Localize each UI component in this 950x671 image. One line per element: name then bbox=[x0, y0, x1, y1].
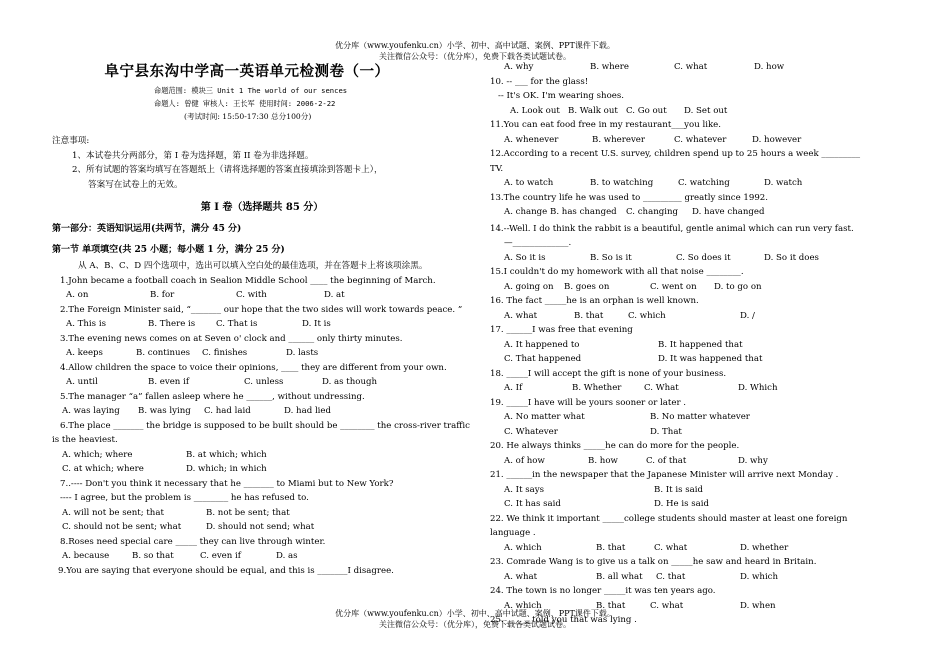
option: B. for bbox=[150, 290, 175, 300]
question-22 bbox=[490, 512, 870, 556]
option: C. had laid bbox=[204, 406, 251, 416]
options-row bbox=[490, 541, 870, 556]
question-text-2: ---- I agree, but the problem is ________ he has refused to. bbox=[60, 493, 309, 503]
options-row bbox=[52, 448, 472, 463]
options-row bbox=[52, 506, 472, 521]
option: D. which bbox=[740, 571, 779, 582]
option: A. will not be sent; that bbox=[62, 507, 164, 518]
meta-scope: 命题范围: 模块三 Unit 1 The world of our sences bbox=[154, 86, 348, 95]
option: B. so that bbox=[132, 551, 174, 561]
question-21 bbox=[490, 468, 870, 512]
option: A. was laying bbox=[62, 406, 120, 416]
option: A. because bbox=[62, 551, 110, 561]
option: D. / bbox=[740, 310, 755, 321]
question-text: 5.The manager “a” fallen asleep where he ______, without undressing. bbox=[60, 391, 365, 402]
option: C. that bbox=[656, 571, 686, 582]
option: A. This is bbox=[66, 319, 106, 329]
option: D. should not send; what bbox=[206, 522, 315, 532]
options-row bbox=[52, 462, 472, 477]
question-text: 4.Allow children the space to voice their opinions, ____ they are different from your own. bbox=[60, 362, 447, 373]
option: C. unless bbox=[244, 377, 284, 387]
option: A. going on bbox=[504, 281, 554, 292]
option: A. change bbox=[504, 207, 548, 217]
option: D. Set out bbox=[684, 105, 728, 116]
option: D. as though bbox=[322, 377, 378, 387]
option: A. why bbox=[504, 62, 534, 72]
footer-line-2: 关注微信公众号：（优分库），免费下载各类试题试卷。 bbox=[379, 620, 571, 629]
options-row-q9 bbox=[490, 60, 870, 75]
question-text: 17. ______I was free that evening bbox=[490, 325, 633, 335]
option: C. what bbox=[654, 542, 688, 553]
option: C. So does it bbox=[676, 252, 731, 263]
question-18 bbox=[490, 367, 870, 396]
options-row bbox=[490, 410, 870, 425]
question-20 bbox=[490, 439, 870, 468]
option: D. He is said bbox=[654, 499, 710, 509]
question-8 bbox=[52, 535, 472, 564]
option: A. on bbox=[66, 290, 89, 300]
option: D. So it does bbox=[764, 252, 819, 263]
options-row bbox=[490, 205, 870, 220]
options-row bbox=[52, 288, 472, 303]
option: C. That happened bbox=[504, 354, 582, 364]
option: B. goes on bbox=[564, 281, 610, 292]
option: C. at which; where bbox=[62, 464, 144, 474]
option: A. whenever bbox=[504, 134, 559, 145]
question-text: 25. ______told you that was lying . bbox=[490, 615, 637, 625]
options-row bbox=[490, 338, 870, 353]
option: A. what bbox=[504, 571, 538, 582]
option: D. It is bbox=[302, 319, 331, 329]
question-9 bbox=[52, 564, 472, 579]
option: A. to watch bbox=[504, 178, 554, 188]
page-header bbox=[0, 40, 950, 62]
page-title: 阜宁县东沟中学高一英语单元检测卷（一） bbox=[104, 63, 390, 80]
option: B. Walk out bbox=[568, 105, 618, 116]
question-11 bbox=[490, 118, 870, 147]
option: B. that bbox=[574, 310, 604, 321]
question-7 bbox=[52, 477, 472, 535]
option: C. Whatever bbox=[504, 426, 558, 437]
question-text: 10. -- ___ for the glass! bbox=[490, 76, 589, 87]
page-footer bbox=[0, 608, 950, 630]
meta-authors: 命题人: 曾健 审核人: 王长军 使用时间: 2006-2-22 bbox=[154, 99, 336, 108]
section-heading: 第一部分：英语知识运用(共两节，满分 45 分) bbox=[52, 224, 242, 234]
option: D. as bbox=[276, 551, 298, 561]
option: C. It has said bbox=[504, 499, 561, 509]
option: A. which bbox=[504, 600, 542, 611]
option: C. watching bbox=[678, 178, 730, 188]
options-row bbox=[490, 570, 870, 585]
option: D. how bbox=[754, 62, 785, 72]
question-text-2: —_____________. bbox=[504, 238, 572, 248]
option: C. with bbox=[236, 290, 267, 300]
option: B. There is bbox=[148, 319, 196, 329]
left-column bbox=[52, 60, 472, 578]
option: B. at which; which bbox=[186, 449, 267, 460]
instruction: 从 A、B、C、D 四个选项中，选出可以填入空白处的最佳选项，并在答题卡上将该项涂黑。 bbox=[78, 261, 428, 271]
option: D. at bbox=[324, 290, 345, 300]
option: D. why bbox=[738, 455, 768, 466]
option: D. whether bbox=[740, 542, 789, 553]
option: C. Go out bbox=[626, 105, 667, 116]
option: D. which; in which bbox=[186, 464, 267, 474]
question-text: 1.John became a football coach in Sealion Middle School ____ the beginning of March. bbox=[60, 275, 436, 286]
options-row bbox=[490, 381, 870, 396]
option: C. whatever bbox=[674, 134, 727, 145]
options-row bbox=[52, 375, 472, 390]
question-text: 21. ______in the newspaper that the Japanese Minister will arrive next Monday . bbox=[490, 470, 839, 480]
options-row bbox=[490, 483, 870, 498]
options-row bbox=[490, 497, 870, 512]
options-row bbox=[490, 425, 870, 440]
option: B. continues bbox=[136, 348, 191, 358]
option: C. What bbox=[644, 383, 679, 393]
option: B. It happened that bbox=[658, 339, 743, 350]
option: D. when bbox=[740, 600, 776, 611]
options-row bbox=[490, 454, 870, 469]
option: C. what bbox=[650, 600, 684, 611]
options-row bbox=[52, 346, 472, 361]
option: B. has changed bbox=[550, 207, 617, 217]
option: A. It happened to bbox=[504, 339, 580, 350]
question-text: 20. He always thinks _____he can do more for the people. bbox=[490, 441, 740, 451]
options-row bbox=[490, 251, 870, 266]
options-row bbox=[490, 280, 870, 295]
question-text: 24. The town is no longer _____it was ten years ago. bbox=[490, 586, 716, 596]
option: D. It was happened that bbox=[658, 354, 763, 364]
option: A. which bbox=[504, 542, 542, 553]
question-text: 12.According to a recent U.S. survey, children spend up to 25 hours a week _________ TV. bbox=[490, 149, 861, 174]
options-row bbox=[52, 549, 472, 564]
header-line-2: 关注微信公众号：（优分库），免费下载各类试题试卷。 bbox=[379, 52, 571, 61]
option: C. went on bbox=[650, 281, 697, 292]
option: B. wherever bbox=[592, 134, 645, 145]
question-text: 6.The place _______ the bridge is supposed to be built should be ________ the cross-river traffic is the heaviest. bbox=[52, 420, 470, 445]
options-row bbox=[52, 317, 472, 332]
option: B. how bbox=[588, 455, 618, 466]
note-2-cont: 答案写在试卷上的无效。 bbox=[88, 179, 183, 190]
option: C. changing bbox=[626, 207, 679, 217]
option: A. It says bbox=[504, 484, 545, 495]
options-row bbox=[490, 104, 870, 119]
option: A. what bbox=[504, 310, 538, 321]
option: A. until bbox=[66, 377, 98, 387]
options-row bbox=[490, 176, 870, 191]
option: A. keeps bbox=[66, 348, 103, 358]
option: D. however bbox=[752, 134, 802, 145]
note-1: 1、本试卷共分两部分，第 I 卷为选择题，第 II 卷为非选择题。 bbox=[72, 150, 314, 161]
option: B. all what bbox=[596, 571, 643, 582]
footer-line-1: 优分库（www.youfenku.cn）小学、初中、高中试题、案例、PPT课件下载。 bbox=[335, 609, 615, 618]
part-heading: 第 I 卷（选择题共 85 分） bbox=[200, 202, 324, 213]
option: D. Which bbox=[738, 383, 778, 393]
option: B. even if bbox=[148, 377, 190, 387]
question-6 bbox=[52, 419, 472, 477]
option: B. was lying bbox=[138, 406, 191, 416]
question-text: 7..---- Don't you think it necessary that he _______ to Miami but to New York? bbox=[60, 478, 394, 489]
option: D. That bbox=[650, 426, 682, 437]
option: D. have changed bbox=[692, 207, 765, 217]
notes-heading: 注意事项: bbox=[52, 136, 90, 146]
option: C. of that bbox=[646, 455, 687, 466]
question-text: 9.You are saying that everyone should be equal, and this is _______I disagree. bbox=[58, 565, 394, 576]
options-row bbox=[490, 133, 870, 148]
option: A. which; where bbox=[62, 449, 133, 460]
question-text: 22. We think it important _____college students should master at least one foreign language . bbox=[490, 513, 848, 538]
question-text: 8.Roses need special care _____ they can live through winter. bbox=[60, 536, 326, 547]
question-text: 11.You can eat food free in my restaurant___you like. bbox=[490, 120, 721, 130]
options-row bbox=[52, 520, 472, 535]
question-text: 2.The Foreign Minister said, “_______ our hope that the two sides will work towards peace. ” bbox=[60, 304, 463, 315]
option: B. that bbox=[596, 542, 626, 553]
question-text: 19. _____I have will be yours sooner or later . bbox=[490, 397, 687, 408]
question-text-2: -- It's OK. I'm wearing shoes. bbox=[498, 91, 624, 101]
meta-time: (考试时间: 15:50-17:30 总分100分) bbox=[184, 112, 312, 121]
question-text: 18. _____I will accept the gift is none of your business. bbox=[490, 368, 727, 379]
question-2 bbox=[52, 303, 472, 332]
note-2: 2、所有试题的答案均填写在答题纸上（请将选择题的答案直接填涂到答题卡上）， bbox=[72, 165, 383, 175]
question-list-left bbox=[52, 274, 472, 579]
question-16 bbox=[490, 294, 870, 323]
option: B. It is said bbox=[654, 484, 704, 495]
right-column bbox=[490, 60, 870, 628]
option: D. lasts bbox=[286, 348, 319, 358]
option: C. That is bbox=[216, 319, 258, 329]
option: C. finishes bbox=[202, 348, 248, 358]
question-10 bbox=[490, 75, 870, 119]
notes-block bbox=[52, 134, 472, 192]
option: B. that bbox=[596, 600, 626, 611]
question-text: 15.I couldn't do my homework with all that noise ________. bbox=[490, 267, 744, 277]
option: C. which bbox=[628, 310, 666, 321]
option: A. No matter what bbox=[504, 412, 585, 422]
option: B. not be sent; that bbox=[206, 507, 290, 518]
option: B. So is it bbox=[590, 252, 632, 263]
question-13 bbox=[490, 191, 870, 220]
question-text: 13.The country life he was used to _________ greatly since 1992. bbox=[490, 192, 768, 203]
option: A. of how bbox=[504, 455, 545, 466]
question-3 bbox=[52, 332, 472, 361]
options-row bbox=[490, 352, 870, 367]
option: C. should not be sent; what bbox=[62, 522, 182, 532]
option: D. had lied bbox=[284, 406, 332, 416]
option: A. So it is bbox=[504, 252, 546, 263]
question-14 bbox=[490, 222, 870, 266]
header-line-1: 优分库（www.youfenku.cn）小学、初中、高中试题、案例、PPT课件下载。 bbox=[335, 41, 615, 50]
question-text: 16. The fact _____he is an orphan is well known. bbox=[490, 296, 699, 306]
question-17 bbox=[490, 323, 870, 367]
question-text: 23. Comrade Wang is to give us a talk on _____he saw and heard in Britain. bbox=[490, 557, 817, 567]
question-12 bbox=[490, 147, 870, 191]
question-5 bbox=[52, 390, 472, 419]
option: D. to go on bbox=[714, 281, 762, 292]
option: B. No matter whatever bbox=[650, 412, 750, 422]
question-4 bbox=[52, 361, 472, 390]
option: D. watch bbox=[764, 178, 803, 188]
option: A. Look out bbox=[510, 105, 560, 116]
subsection-heading: 第一节 单项填空(共 25 小题；每小题 1 分，满分 25 分) bbox=[52, 245, 285, 255]
question-text: 14.--Well. I do think the rabbit is a beautiful, gentle animal which can run very fast. bbox=[490, 223, 854, 234]
question-23 bbox=[490, 555, 870, 584]
question-text: 3.The evening news comes on at Seven o' clock and ______ only thirty minutes. bbox=[60, 333, 403, 344]
question-1 bbox=[52, 274, 472, 303]
option: B. Whether bbox=[572, 383, 622, 393]
question-15 bbox=[490, 265, 870, 294]
option: C. even if bbox=[200, 551, 241, 561]
option: B. where bbox=[590, 62, 629, 72]
options-row bbox=[490, 309, 870, 324]
options-row bbox=[52, 404, 472, 419]
option: C. what bbox=[674, 62, 708, 72]
question-19 bbox=[490, 396, 870, 440]
option: B. to watching bbox=[590, 178, 654, 188]
option: A. If bbox=[504, 383, 523, 393]
